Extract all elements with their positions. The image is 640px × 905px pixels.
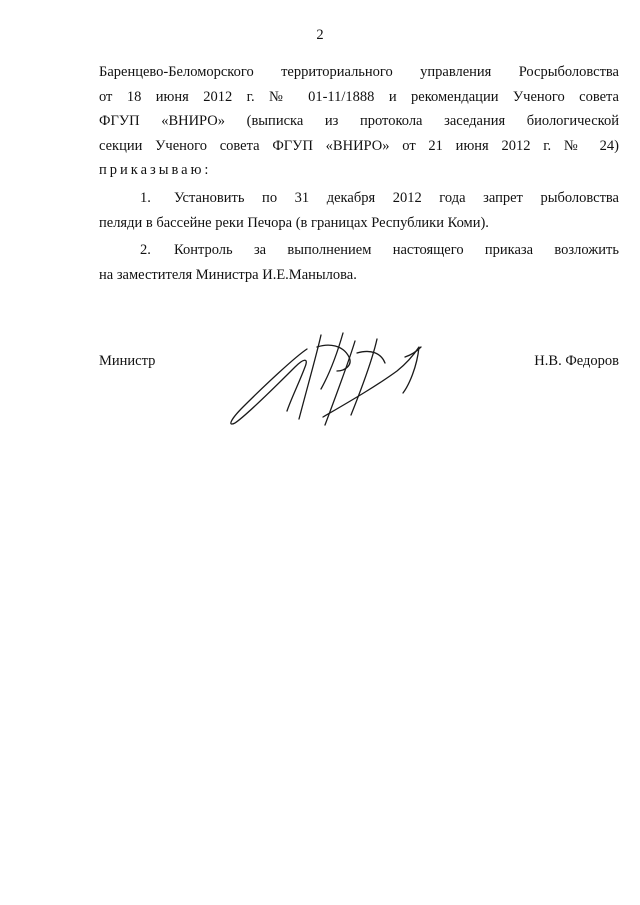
order-word: приказываю:	[99, 162, 212, 178]
handwritten-signature-icon	[225, 327, 440, 432]
order-item-line: пеляди в бассейне реки Печора (в границах Республики Коми).	[99, 214, 489, 231]
page-number: 2	[316, 27, 324, 43]
order-item-number: 1.	[140, 190, 151, 206]
preamble-line: секции Ученого совета ФГУП «ВНИРО» от 21 июня 2012 г. № 24)	[99, 137, 619, 154]
preamble-line: ФГУП «ВНИРО» (выписка из протокола заседания биологической	[99, 113, 619, 129]
order-item-line	[99, 238, 619, 263]
signatory-name: Н.В. Федоров	[534, 353, 619, 369]
order-item-number: 2.	[140, 242, 151, 258]
order-item-text: Контроль за выполнением настоящего приказа возложить	[174, 242, 619, 258]
preamble-line: от 18 июня 2012 г. № 01-11/1888 и рекомендации Ученого совета	[99, 88, 619, 105]
preamble-paragraph	[99, 60, 619, 183]
order-item-line	[99, 186, 619, 211]
preamble-line: Баренцево-Беломорского территориального управления Росрыболовства	[99, 64, 619, 80]
order-item-text: Установить по 31 декабря 2012 года запрет рыболовства	[174, 190, 619, 206]
signatory-title: Министр	[99, 353, 156, 369]
order-item-line: на заместителя Министра И.Е.Манылова.	[99, 266, 357, 283]
order-item-1	[99, 186, 619, 235]
order-item-2	[99, 238, 619, 287]
